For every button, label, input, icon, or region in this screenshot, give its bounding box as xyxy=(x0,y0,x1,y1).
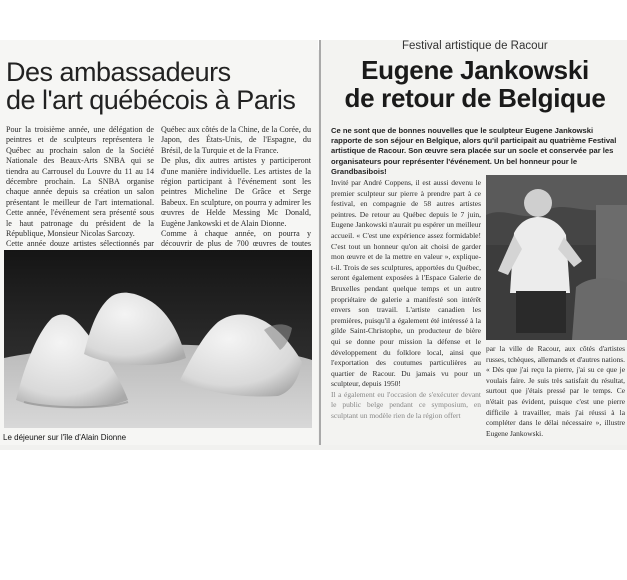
right-column-2 xyxy=(486,344,625,439)
sculpture-photo xyxy=(4,250,312,428)
page-fold-divider xyxy=(319,40,321,445)
left-headline-line2: de l'art québécois à Paris xyxy=(6,85,296,115)
right-lead-paragraph: Ce ne sont que de bonnes nouvelles que le sculpteur Eugene Jankowski rapporte de son séjour en Belgique, alors qu'il participait au quatrième Festival artistique de Racour. Son œuvre sera placée sur un socle et conservée par les organisateurs pour représenter l'événement. Un bel honneur pour le Grandbasibois! xyxy=(331,126,617,176)
right-col2-paragraph: par la ville de Racour, aux côtés d'artistes russes, tchèques, allemands et d'autres nations. « Dès que j'ai reçu la pierre, j'ai su ce que je voulais faire. Je suis très satisfait du résultat, surtout que j'étais pressé par le temps. Ce n'était pas évident, puisque c'est une pierre difficile à travailler, mais j'ai réussi à la compléter dans le délai nécessaire », illustre Eugene Jankowski. xyxy=(486,344,625,438)
left-column-2 xyxy=(161,125,311,260)
right-headline xyxy=(325,56,625,112)
photo-caption: Le déjeuner sur l'île d'Alain Dionne xyxy=(3,433,127,442)
right-headline-line2: de retour de Belgique xyxy=(344,83,606,113)
left-col1-paragraph: Pour la troisième année, une délégation de peintres et de sculpteurs représentera le Québec au prochain salon de la Société Nationale des Beaux-Arts SNBA qui se tiendra au Carrousel du Louvre du 11 au 14 décembre prochain. La SNBA organise chaque année depuis sa création un salon présentant le meilleur de l'art international. Cette année, l'événement sera présenté sous le haut patronage du président de la République, Monsieur Nicolas Sarcozy. xyxy=(6,125,154,239)
right-headline-line1: Eugene Jankowski xyxy=(361,55,589,85)
artist-photo xyxy=(486,175,627,340)
left-col2-paragraph: Comme à chaque année, on pourra y découvrir de plus de 700 œuvres de toutes xyxy=(161,229,311,249)
right-kicker: Festival artistique de Racour xyxy=(402,40,548,52)
left-col2-paragraph: Québec aux côtés de la Chine, de la Corée, du Japon, des États-Unis, de l'Espagne, du Brésil, de la Turquie et de la France. xyxy=(161,125,311,155)
left-col1-paragraph: Cette année douze artistes sélectionnés par xyxy=(6,239,154,249)
left-headline xyxy=(6,58,306,114)
right-col1-paragraph: Il a également eu l'occasion de s'exécuter devant le public belge pendant ce symposium, en sculptant un modèle rien de la région offert xyxy=(331,389,481,421)
left-column-1 xyxy=(6,125,154,260)
left-col2-paragraph: De plus, dix autres artistes y participeront d'une manière individuelle. Les artistes de la région participant à l'événement sont les peintres Micheline De Grâce et Serge Babeux. En sculpture, on pourra y admirer les œuvres de Helde Messing Mc Donald, Eugène Jankowski et de Alain Dionne. xyxy=(161,156,311,228)
left-headline-line1: Des ambassadeurs xyxy=(6,57,231,87)
right-col1-paragraph: Invité par André Coppens, il est aussi devenu le premier sculpteur sur pierre à prendre part à ce festival, en compagnie de 58 autres artistes peintres. De retour au Québec depuis le 7 juin, Eugene Jankowski n'aurait pu espérer un meilleur accueil. « C'est une expérience assez formidable! C'est tout un honneur qu'on ait choisi de garder mon œuvre et de la mettre en valeur », explique-t-il. Trois de ses sculptures, apportées du Québec, seront également exposées à l'Espace Galerie de Bruxelles pendant quelque temps et un autre propriétaire de galerie a manifesté son intérêt envers son travail. L'artiste canadien les premières, puisqu'il a également été intéressé à la gilde Saint-Christophe, un producteur de bière qui se donne pour mission la défense et le développement du folklore local, ainsi que l'exportation des coutumes particulières au quartier de Racour. Du jamais vu pour un sculpteur, depuis 1950! xyxy=(331,178,481,389)
right-column-1 xyxy=(331,178,481,422)
